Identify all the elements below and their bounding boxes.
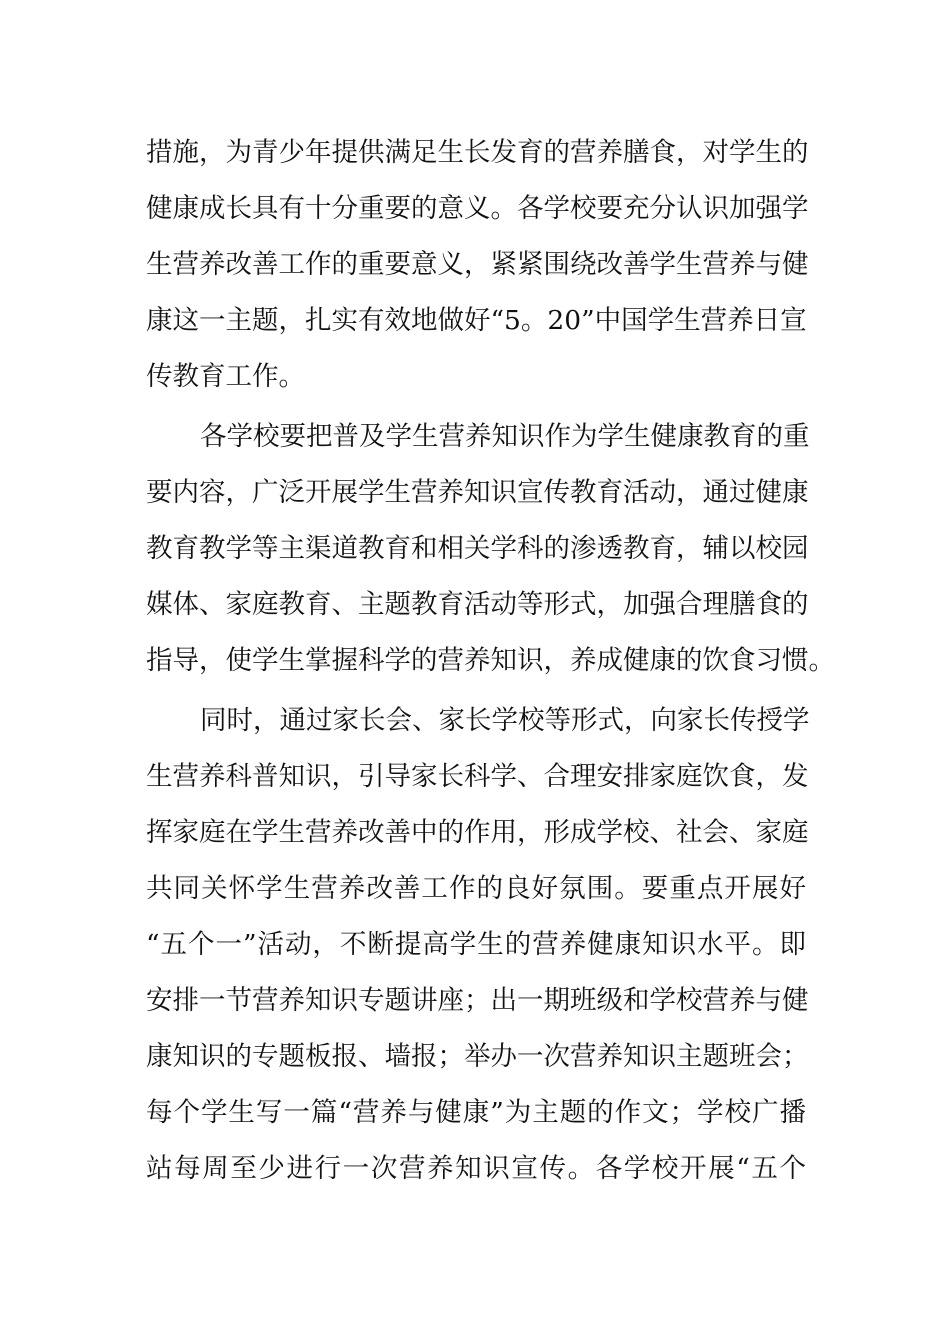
text-line: 康这一主题，扎实有效地做好“5。20”中国学生营养日宣 (146, 305, 807, 336)
text-line: 生营养科普知识，引导家长科学、合理安排家庭饮食，发 (146, 761, 809, 792)
text-line: 传教育工作。 (146, 361, 305, 392)
text-line: 共同关怀学生营养改善工作的良好氛围。要重点开展好 (146, 873, 806, 904)
text-line: 媒体、家庭教育、主题教育活动等形式，加强合理膳食的 (146, 589, 809, 620)
text-line: 教育教学等主渠道教育和相关学科的渗透教育，辅以校园 (146, 533, 809, 564)
text-line: 措施，为青少年提供满足生长发育的营养膳食，对学生的 (146, 137, 809, 168)
text-line: 安排一节营养知识专题讲座；出一期班级和学校营养与健 (146, 985, 809, 1016)
text-line: 康知识的专题板报、墙报；举办一次营养知识主题班会； (146, 1041, 809, 1072)
text-line: 指导，使学生掌握科学的营养知识，养成健康的饮食习惯。 (146, 645, 835, 676)
paragraph-first-line: 各学校要把普及学生营养知识作为学生健康教育的重 (200, 421, 810, 452)
text-line: 要内容，广泛开展学生营养知识宣传教育活动，通过健康 (146, 477, 809, 508)
text-line: 生营养改善工作的重要意义，紧紧围绕改善学生营养与健 (146, 249, 809, 280)
text-line: 挥家庭在学生营养改善中的作用，形成学校、社会、家庭 (146, 817, 809, 848)
text-line: 每个学生写一篇“营养与健康”为主题的作文；学校广播 (146, 1097, 806, 1128)
text-line: “五个一”活动，不断提高学生的营养健康知识水平。即 (146, 929, 806, 960)
text-line: 站每周至少进行一次营养知识宣传。各学校开展“五个 (146, 1153, 806, 1184)
text-line: 健康成长具有十分重要的意义。各学校要充分认识加强学 (146, 193, 809, 224)
paragraph-first-line: 同时，通过家长会、家长学校等形式，向家长传授学 (200, 705, 810, 736)
